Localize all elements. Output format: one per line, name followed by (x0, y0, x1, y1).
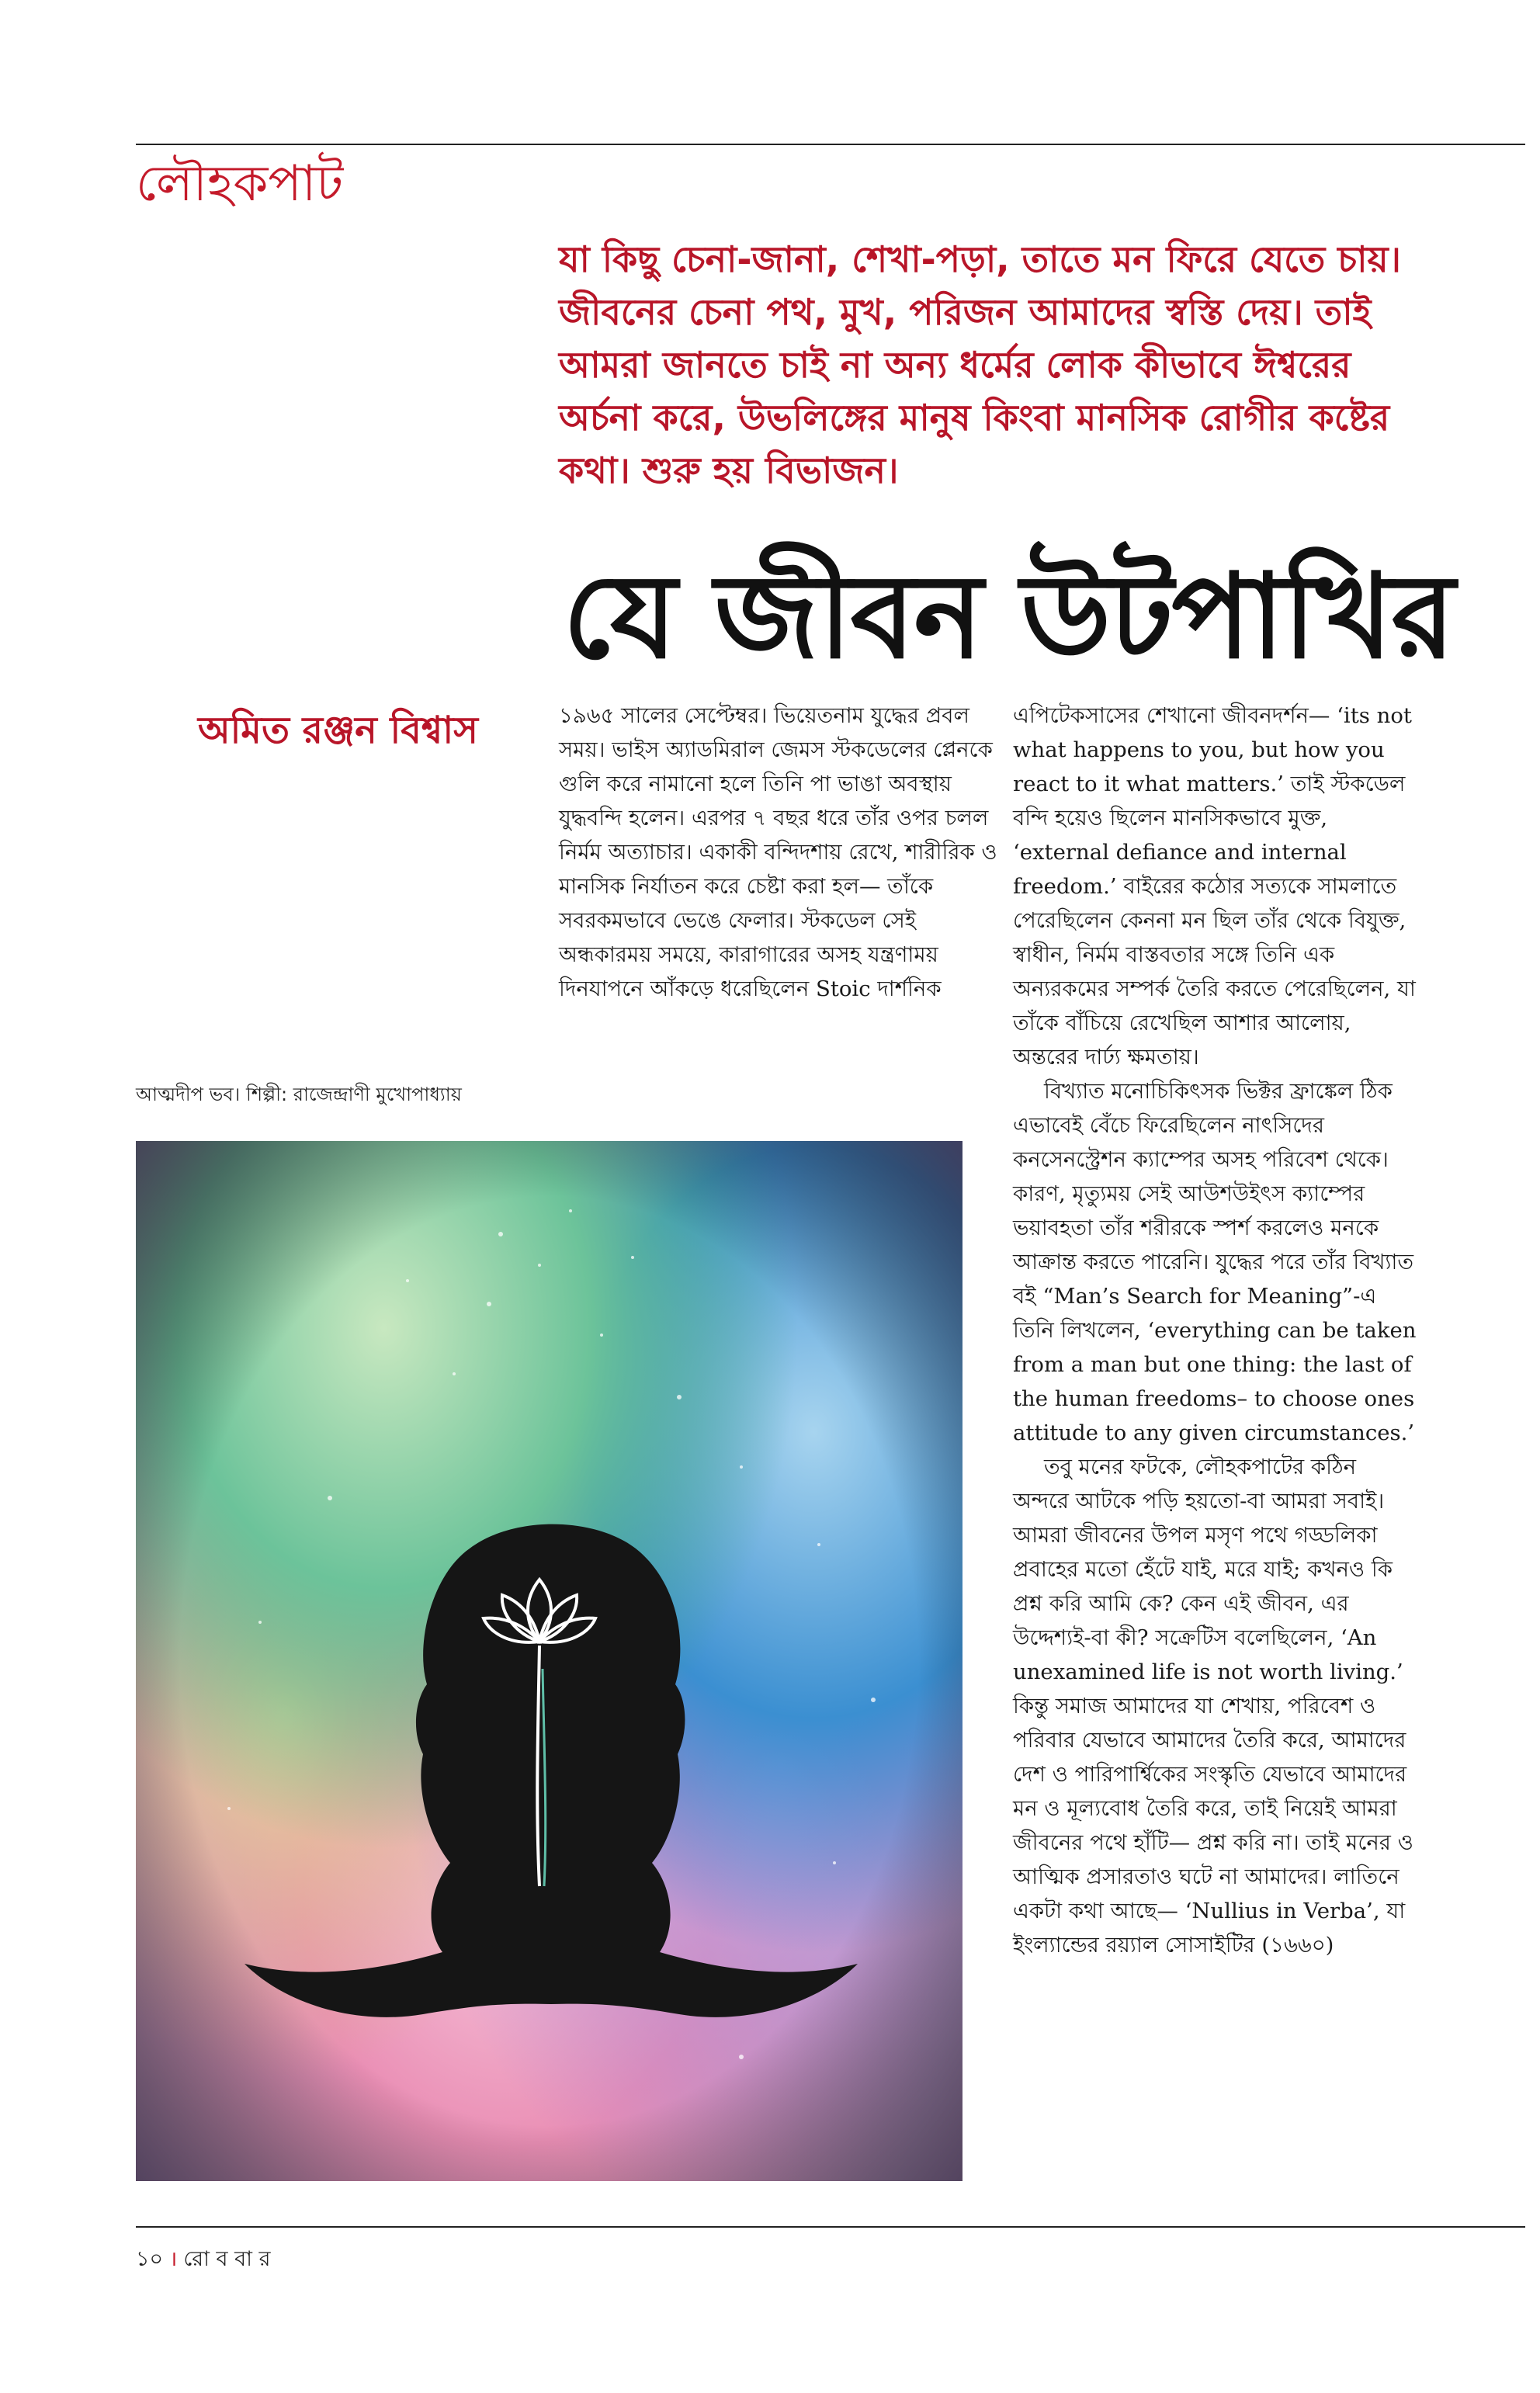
article-column-2 (1013, 699, 1417, 1962)
page-number: ১০ (136, 2247, 164, 2271)
article-column-1 (559, 699, 1009, 1006)
top-rule (136, 144, 1525, 145)
bottom-rule (136, 2226, 1525, 2228)
headline: যে জীবন উটপাখির (563, 550, 1454, 685)
paragraph: তবু মনের ফটকে, লৌহকপাটের কঠিন অন্দরে আটকে পড়ি হয়তো-বা আমরা সবাই। আমরা জীবনের উপল মসৃণ পথে গড্ডলিকা প্রবাহের মতো হেঁটে যাই, মরে যাই; কখনও কি প্রশ্ন করি আমি কে? কেন এই জীবন, এর উদ্দেশ্যই-বা কী? সক্রেটিস বলেছিলেন, ‘An unexamined life is not worth living.’ কিন্তু সমাজ আমাদের যা শেখায়, পরিবেশ ও পরিবার যেভাবে আমাদের তৈরি করে, আমাদের দেশ ও পারিপার্শ্বিকের সংস্কৃতি যেভাবে আমাদের মন ও মূল্যবোধ তৈরি করে, তাই নিয়েই আমরা জীবনের পথে হাঁটি— প্রশ্ন করি না। তাই মনের ও আত্মিক প্রসারতাও ঘটে না আমাদের। লাতিনে একটা কথা আছে— ‘Nullius in Verba’, যা ইংল্যান্ডের রয়্যাল সোসাইটির (১৬৬০) (1013, 1455, 1413, 1958)
paragraph: ১৯৬৫ সালের সেপ্টেম্বর। ভিয়েতনাম যুদ্ধের প্রবল সময়। ভাইস অ্যাডমিরাল জেমস স্টকডেলের প্লেনকে গুলি করে নামানো হলে তিনি পা ভাঙা অবস্থায় যুদ্ধবন্দি হলেন। এরপর ৭ বছর ধরে তাঁর ওপর চলল নির্মম অত্যাচার। একাকী বন্দিদশায় রেখে, শারীরিক ও মানসিক নির্যাতন করে চেষ্টা করা হল— তাঁকে সবরকমভাবে ভেঙে ফেলার। স্টকডেল সেই অন্ধকারময় সময়ে, কারাগারের অসহ যন্ত্রণাময় দিনযাপনে আঁকড়ে ধরেছিলেন Stoic দার্শনিক (559, 703, 997, 1001)
publication-name: রো ব বা র (183, 2247, 271, 2271)
paragraph: এপিটেকসাসের শেখানো জীবনদর্শন— ‘its not what happens to you, but how you react to it what matters.’ তাই স্টকডেল বন্দি হয়েও ছিলেন মানসিকভাবে মুক্ত, ‘external defiance and internal freedom.’ বাইরের কঠোর সত্যকে সামলাতে পেরেছিলেন কেননা মন ছিল তাঁর থেকে বিযুক্ত, স্বাধীন, নির্মম বাস্তবতার সঙ্গে তিনি এক অন্যরকমের সম্পর্ক তৈরি করতে পেরেছিলেন, যা তাঁকে বাঁচিয়ে রেখেছিল আশার আলোয়, অন্তরের দার্ঢ্য ক্ষমতায়। (1013, 703, 1416, 1070)
byline: অমিত রঞ্জন বিশ্বাস (198, 709, 478, 752)
folio (136, 2243, 270, 2278)
standfirst: যা কিছু চেনা-জানা, শেখা-পড়া, তাতে মন ফিরে যেতে চায়। জীবনের চেনা পথ, মুখ, পরিজন আমাদের স্বস্তি দেয়। তাই আমরা জানতে চাই না অন্য ধর্মের লোক কীভাবে ঈশ্বরের অর্চনা করে, উভলিঙ্গের মানুষ কিংবা মানসিক রোগীর কষ্টের কথা। শুরু হয় বিভাজন। (559, 238, 1402, 491)
artwork-caption: আত্মদীপ ভব। শিল্পী: রাজেন্দ্রাণী মুখোপাধ্যায় (136, 1084, 462, 1105)
artwork-image (136, 1141, 962, 2181)
paragraph: বিখ্যাত মনোচিকিৎসক ভিক্টর ফ্রাঙ্কেল ঠিক এভাবেই বেঁচে ফিরেছিলেন নাৎসিদের কনসেনস্ট্রেশন ক্যাম্পের অসহ পরিবেশ থেকে। কারণ, মৃত্যুময় সেই আউশউইৎস ক্যাম্পের ভয়াবহতা তাঁর শরীরকে স্পর্শ করলেও মনকে আক্রান্ত করতে পারেনি। যুদ্ধের পরে তাঁর বিখ্যাত বই “Man’s Search for Meaning”-এ তিনি লিখলেন, ‘everything can be taken from a man but one thing: the last of the human freedoms– to choose ones attitude to any given circumstances.’ (1013, 1079, 1417, 1445)
section-label: লৌহকপাট (136, 155, 344, 213)
folio-separator: । (169, 2247, 178, 2271)
